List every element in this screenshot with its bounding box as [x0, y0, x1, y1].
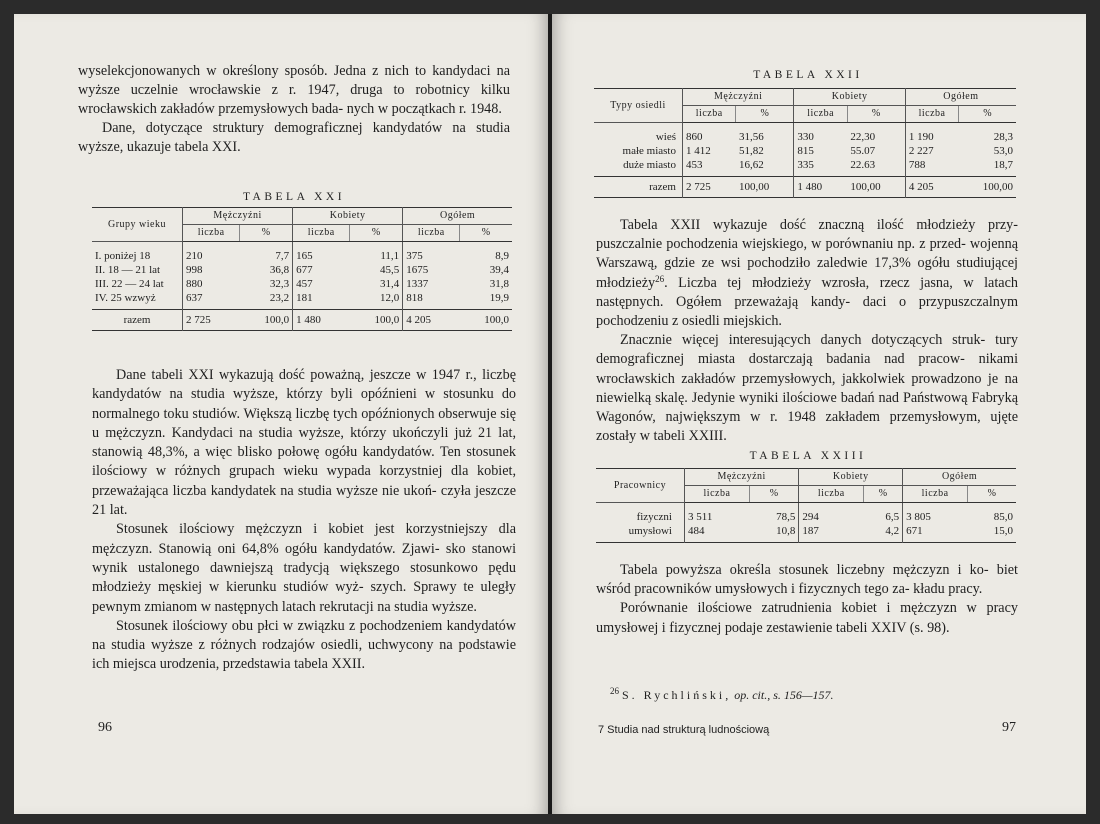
cell: 100,0: [350, 310, 403, 331]
cell: 100,00: [959, 177, 1016, 198]
cell: 2 725: [683, 177, 736, 198]
cell: 22.63: [850, 159, 876, 171]
cell: 181: [293, 291, 350, 310]
cell: 39,4: [489, 264, 509, 276]
column-group-header: Mężczyźni: [183, 208, 293, 225]
column-subheader: %: [460, 225, 512, 242]
column-subheader: %: [959, 106, 1016, 123]
row-label: razem: [92, 310, 183, 331]
cell: 53,0: [993, 145, 1013, 157]
row-label: umysłowi: [628, 525, 672, 537]
cell: 818: [403, 291, 460, 310]
cell: 23,2: [269, 292, 290, 304]
text-line: Stosunek ilościowy mężczyzn i kobiet jest korzystniejszy: [116, 521, 488, 538]
column-group-header: Kobiety: [799, 469, 903, 486]
row-label: III. 22 — 24 lat: [95, 278, 164, 290]
text-line: kandydatów na studia wyższe z różnych rodzajów osiedli,: [92, 617, 516, 654]
column-group-header: Ogółem: [403, 208, 512, 225]
text-line: czyła jeszcze 21 lat.: [92, 482, 516, 519]
cell: 55.07: [850, 145, 876, 157]
cell: 1 412: [683, 144, 736, 158]
right-text-bottom: [596, 561, 1018, 638]
row-label: II. 18 — 21 lat: [95, 264, 161, 276]
paragraph: [78, 119, 510, 157]
running-footer: 7 Studia nad strukturą ludnościową: [598, 724, 770, 736]
text-line: wojenną Warszawą, gdzie ze wsi pochodziło zaledwie 17,3%: [596, 236, 1018, 272]
cell: 51,82: [738, 145, 764, 157]
paragraph: [92, 520, 516, 616]
page-number: 97: [1002, 720, 1016, 735]
cell: 100,0: [460, 310, 512, 331]
cell: 31,56: [738, 131, 764, 143]
row-label: fizyczni: [636, 511, 672, 523]
text-line: rzecz jasna, w latach następnych. Ogółem przeważają kandy-: [596, 274, 1018, 310]
cell: 6,5: [885, 511, 900, 523]
text-line: opóźnionych obserwuje się u mężczyzn. Kandydaci na studia: [92, 405, 517, 441]
column-subheader: liczba: [183, 225, 240, 242]
cell: 16,62: [738, 159, 764, 171]
right-page: [552, 14, 1086, 814]
cell: 8,9: [495, 250, 509, 262]
table-row: [92, 291, 512, 310]
row-header: Typy osiedli: [594, 89, 683, 123]
cell: 860: [683, 123, 736, 145]
cell: 15,0: [993, 525, 1013, 537]
cell: 998: [183, 263, 240, 277]
cell: 100,00: [847, 177, 905, 198]
column-subheader: %: [736, 106, 794, 123]
paragraph: [596, 216, 1018, 331]
text-line: blisko połowę ogółu kandydatów. Ten stosunek ilościowy: [92, 444, 516, 480]
cell: 165: [293, 242, 350, 264]
row-label: małe miasto: [622, 145, 676, 157]
row-header: Pracownicy: [596, 469, 685, 503]
cell: 335: [794, 158, 847, 177]
cell: 32,3: [269, 278, 290, 290]
text-line: Dane tabeli XXI wykazują dość poważną, jeszcze w 1947 r.,: [116, 367, 477, 383]
column-subheader: liczba: [794, 106, 847, 123]
paragraph: [596, 599, 1018, 637]
column-subheader: liczba: [683, 106, 736, 123]
text-line: uchwycony na podstawie ich miejsca urodzenia, przedstawia: [92, 637, 516, 673]
left-text-bottom: [92, 366, 516, 675]
paragraph: [596, 561, 1018, 599]
text-line: Porównanie ilościowe zatrudnienia kobiet i mężczyzn: [620, 600, 957, 617]
cell: 457: [293, 277, 350, 291]
cell: 11,1: [380, 250, 400, 262]
page-number: 96: [98, 720, 112, 735]
cell: 31,4: [379, 278, 400, 290]
cell: 45,5: [379, 264, 400, 276]
table-row: [596, 503, 1016, 525]
cell: 85,0: [993, 511, 1013, 523]
cell: 31,8: [489, 278, 509, 290]
column-subheader: %: [847, 106, 905, 123]
text-line: Dane, dotyczące struktury demograficznej kandydatów na: [102, 120, 466, 136]
cell: 677: [293, 263, 350, 277]
footnote-citation: op. cit., s. 156—157.: [731, 688, 834, 702]
column-subheader: %: [749, 486, 798, 503]
text-line: (s. 98).: [909, 619, 950, 636]
cell: 4 205: [905, 177, 958, 198]
text-line: wyższe, którzy ukończyli już 21 lat, stanowią 48,3%, a więc: [92, 424, 516, 461]
table-xxii: [594, 88, 1016, 198]
text-line: badań nad Państwową Fabryką Wagonów, największym w r.: [596, 389, 1019, 426]
cell: 3 805: [903, 503, 968, 525]
text-line: Tabela powyższa określa stosunek liczebny mężczyzn i ko-: [620, 562, 989, 578]
column-group-header: Kobiety: [794, 89, 905, 106]
text-line: kładu pracy.: [913, 581, 983, 598]
paragraph: [596, 331, 1018, 446]
cell: 294: [799, 503, 864, 525]
cell: 2 725: [183, 310, 240, 331]
column-subheader: %: [350, 225, 403, 242]
left-text-top: [78, 62, 510, 157]
column-subheader: liczba: [905, 106, 958, 123]
footnote: [610, 688, 1010, 703]
text-line: liczbę kandydatów na studia wyższe, którzy byli opóźnieni: [92, 367, 516, 403]
row-label: razem: [594, 177, 683, 198]
cell: 187: [799, 524, 864, 543]
cell: 637: [183, 291, 240, 310]
row-label: wieś: [655, 131, 676, 143]
cell: 4 205: [403, 310, 460, 331]
cell: 7,7: [275, 250, 290, 262]
text-line: w różnych grupach wieku wypada korzystniej dla kobiet,: [155, 463, 517, 480]
table-xxi-title: TABELA XXI: [242, 191, 346, 203]
table-row: [92, 242, 512, 264]
footnote-number: 26: [610, 686, 619, 696]
text-line: wyselekcjonowanych w określony sposób. Jedna z nich to: [78, 63, 427, 79]
column-subheader: liczba: [403, 225, 460, 242]
cell: 2 227: [905, 144, 958, 158]
text-line: w pracy umysłowej i fizycznej podaje zestawienie tabeli XXIV: [596, 600, 1018, 636]
text-line: tabela XXII.: [294, 656, 365, 673]
column-subheader: %: [240, 225, 293, 242]
column-group-header: Ogółem: [903, 469, 1016, 486]
row-label: I. poniżej 18: [95, 250, 151, 262]
cell: 1 480: [794, 177, 847, 198]
column-subheader: liczba: [903, 486, 968, 503]
cell: 880: [183, 277, 240, 291]
table-row: [596, 524, 1016, 543]
text-line: puszczalnie pochodzenia wiejskiego, w porównaniu np. z przed-: [596, 236, 966, 253]
cell: 1 190: [905, 123, 958, 145]
cell: 375: [403, 242, 460, 264]
text-line: studia wyższe, ukazuje tabela XXI.: [78, 120, 511, 155]
paragraph: [78, 62, 510, 119]
cell: 1 480: [293, 310, 350, 331]
text-line: przeważająca liczba kandydatek na studia wyższe nie ukoń-: [92, 482, 437, 499]
row-label: IV. 25 wzwyż: [95, 292, 156, 304]
cell: 815: [794, 144, 847, 158]
text-line: Znacznie więcej interesujących danych dotyczących struk-: [620, 332, 986, 349]
table-row: [594, 158, 1016, 177]
cell: 3 511: [685, 503, 750, 525]
cell: 100,0: [240, 310, 293, 331]
text-line: nych w początkach r. 1948.: [346, 101, 502, 117]
text-line: 1948 zakładem przemysłowym, ujęte zostały w tabeli XXIII.: [596, 409, 1019, 445]
cell: 1675: [403, 263, 460, 277]
table-xxiii: [596, 468, 1016, 543]
column-subheader: %: [968, 486, 1016, 503]
cell: 18,7: [993, 159, 1013, 171]
cell: 788: [905, 158, 958, 177]
column-subheader: liczba: [293, 225, 350, 242]
cell: 19,9: [489, 292, 509, 304]
table-total-row: [594, 177, 1016, 198]
column-subheader: %: [864, 486, 903, 503]
cell: 100,00: [736, 177, 794, 198]
table-row: [92, 263, 512, 277]
paragraph: [92, 366, 516, 520]
column-group-header: Ogółem: [905, 89, 1016, 106]
right-text-top: [596, 216, 1018, 446]
cell: 671: [903, 524, 968, 543]
row-label: duże miasto: [623, 159, 676, 171]
cell: 22,30: [850, 131, 876, 143]
cell: 36,8: [269, 264, 290, 276]
text-line: latach rekrutacji na studia wyższe.: [281, 598, 477, 615]
column-subheader: liczba: [685, 486, 750, 503]
cell: 78,5: [776, 511, 796, 523]
cell: 1337: [403, 277, 460, 291]
column-group-header: Kobiety: [293, 208, 403, 225]
cell: 330: [794, 123, 847, 145]
text-line: ogółu studiującej młodzieży: [596, 255, 1018, 291]
column-subheader: liczba: [799, 486, 864, 503]
text-line: robotnicy kilku wrocławskich zakładów przemysłowych bada-: [78, 82, 510, 117]
left-page: [14, 14, 548, 814]
table-xxiii-title: TABELA XXIII: [749, 450, 867, 462]
text-line: daci o przypuszczalnym pochodzeniu z osiedli miejskich.: [596, 293, 1019, 330]
text-line: stosunkowo pędu młodzieży męskiej w kierunku studiów wyż-: [92, 559, 516, 596]
text-line: Tabela XXII wykazuje dość znaczną ilość młodzieży przy-: [620, 217, 1018, 233]
column-group-header: Mężczyźni: [685, 469, 799, 486]
text-line: kandydaci na wyższe uczelnie wrocławskie z r. 1947, druga to: [78, 63, 510, 98]
footnote-author: S. Rychliński,: [622, 688, 732, 702]
text-line: dla mężczyzn. Stanowią oni 64,8% ogółu kandydatów. Zjawi-: [92, 521, 517, 557]
table-row: [92, 277, 512, 291]
table-xxii-title: TABELA XXII: [753, 69, 863, 81]
cell: 484: [685, 524, 750, 543]
table-total-row: [92, 310, 512, 331]
text-line: Stosunek ilościowy obu płci w związku z pochodzeniem: [116, 617, 443, 634]
cell: 28,3: [993, 131, 1013, 143]
cell: 10,8: [776, 525, 796, 537]
text-line: . Liczba tej młodzieży wzrosła,: [664, 274, 870, 291]
column-group-header: Mężczyźni: [683, 89, 794, 106]
table-row: [594, 123, 1016, 145]
text-line: prowadzono je na niewielką skalę. Jedynie wyniki ilościowe: [596, 370, 1019, 406]
text-line: sko stanowi wynik ustalonego dawniejszą tradycją większego: [92, 540, 517, 576]
cell: 4,2: [885, 525, 900, 537]
text-line: nikami wrocławskich zakładów przemysłowych, jakkolwiek: [596, 351, 1019, 387]
text-line: w stosunku do normalnego toku studiów. Większą liczbę tych: [92, 386, 517, 422]
cell: 453: [683, 158, 736, 177]
text-line: szych. Sprawy te uległy pewnym zmianom w następnych: [92, 579, 516, 615]
text-line: tury demograficznej miasta dostarczają badania nad pracow-: [596, 332, 1018, 368]
row-header: Grupy wieku: [92, 208, 183, 242]
table-xxi: [92, 207, 512, 331]
footnote-reference: 26: [655, 273, 665, 284]
cell: 12,0: [379, 292, 400, 304]
paragraph: [92, 617, 516, 675]
cell: 210: [183, 242, 240, 264]
table-row: [594, 144, 1016, 158]
text-line: biet wśród pracowników umysłowych i fizycznych tego za-: [596, 562, 1018, 598]
